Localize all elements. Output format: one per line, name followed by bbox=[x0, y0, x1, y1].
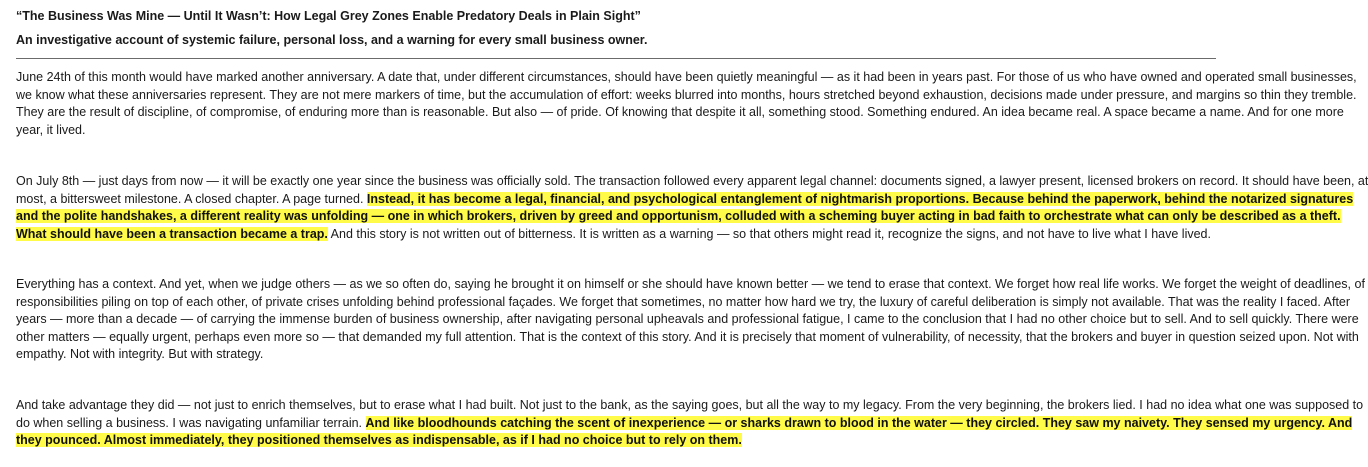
paragraph-sale bbox=[16, 173, 1368, 243]
body-text: Everything has a context. And yet, when we judge others — as we so often do, saying he brought it on himself or she should have known better — we tend to erase that context. We forget how real life works. We forget the weight of deadlines, of bbox=[16, 277, 1365, 291]
paragraph-line bbox=[16, 69, 1357, 87]
body-text: They are the result of discipline, of compromise, of enduring more than is reasonable. But also — of pride. Of knowing that despite it all, something stood. Something endured. An idea became real. A space became a name. And for one more bbox=[16, 105, 1344, 119]
body-text: other matters — equally urgent, perhaps even more so — that demanded my full attention. That is the context of this story. And it is precisely that moment of vulnerability, of necessity, that the brokers and buyer in question seized upon. Not with bbox=[16, 329, 1359, 344]
paragraph-line bbox=[16, 311, 1359, 329]
paragraph-line bbox=[16, 346, 1236, 364]
body-text: years — more than a decade — of carrying the immense burden of business ownership, after navigating personal upheavals and professional fatigue, I came to the conclusion that I had no other choice but to sell. And to sell quickly. There were bbox=[16, 312, 1359, 326]
paragraph-line bbox=[16, 276, 1365, 294]
body-text: most, a bittersweet milestone. A closed chapter. A page turned. bbox=[16, 191, 367, 206]
paragraph-line bbox=[16, 329, 1359, 347]
paragraph-line bbox=[16, 432, 1236, 450]
body-text: And take advantage they did — not just to enrich themselves, but to erase what I had built. Not just to the bank, as the saying goes, but all the way to my legacy. From the very beginning, the brokers lied. I had no idea what one was supposed to bbox=[16, 398, 1364, 412]
paragraph-brokers bbox=[16, 397, 1364, 450]
body-text: And this story is not written out of bitterness. It is written as a warning — so that others might read it, recognize the signs, and not have to live what I have lived. bbox=[327, 226, 1211, 241]
paragraph-line bbox=[16, 173, 1368, 191]
article-title: “The Business Was Mine — Until It Wasn’t: How Legal Grey Zones Enable Predatory Deals in Plain Sight” bbox=[16, 9, 641, 23]
highlighted-text: Instead, it has become a legal, financial, and psychological entanglement of nightmarish proportions. Because behind the paperwork, behind the notarized signatures bbox=[366, 191, 1354, 206]
body-text: do when selling a business. I was navigating unfamiliar terrain. bbox=[16, 415, 366, 430]
paragraph-line bbox=[16, 208, 1341, 226]
highlighted-text: And like bloodhounds catching the scent of inexperience — or sharks drawn to blood in the water — they circled. They saw my naivety. They sensed my urgency. And bbox=[365, 415, 1353, 430]
body-text: empathy. Not with integrity. But with strategy. bbox=[16, 347, 264, 361]
article-subtitle: An investigative account of systemic failure, personal loss, and a warning for every small business owner. bbox=[16, 33, 648, 47]
body-text: On July 8th — just days from now — it will be exactly one year since the business was officially sold. The transaction followed every apparent legal channel: documents signed, a lawyer present, licensed brokers on record. It should have been, at bbox=[16, 174, 1368, 188]
paragraph-line bbox=[16, 226, 1236, 244]
body-text: responsibilities piling on top of each other, of private crises unfolding behind professional façades. We forget that sometimes, no matter how hard we try, the luxury of careful deliberation is simply not available. That was the reality I faced. After bbox=[16, 294, 1351, 309]
highlighted-text: What should have been a transaction became a trap. bbox=[16, 226, 328, 241]
paragraph-line bbox=[16, 415, 1353, 433]
highlighted-text: and the polite handshakes, a different reality was unfolding — one in which brokers, driven by greed and opportunism, colluded with a scheming buyer acting in bad faith to orchestrate what can only be described as a theft. bbox=[16, 209, 1341, 223]
paragraph-anniversary bbox=[16, 69, 1357, 139]
body-text: June 24th of this month would have marked another anniversary. A date that, under different circumstances, should have been quietly meaningful — as it had been in years past. For those of us who have owned and operated small businesses, bbox=[16, 70, 1357, 84]
paragraph-line bbox=[16, 104, 1344, 122]
paragraph-line bbox=[16, 191, 1354, 209]
paragraph-context bbox=[16, 276, 1365, 364]
highlighted-text: they pounced. Almost immediately, they positioned themselves as indispensable, as if I had no choice but to rely on them. bbox=[16, 433, 742, 447]
paragraph-line bbox=[16, 294, 1351, 312]
section-divider bbox=[16, 58, 1216, 59]
paragraph-line bbox=[16, 122, 1236, 140]
body-text: year, it lived. bbox=[16, 122, 86, 137]
paragraph-line bbox=[16, 87, 1357, 105]
paragraph-line bbox=[16, 397, 1364, 415]
body-text: we know what these anniversaries represent. They are not mere markers of time, but the accumulation of effort: weeks blurred into months, hours stretched beyond exhaustion, decisions made under pressure, and margins so thin they tremble. bbox=[16, 87, 1357, 102]
